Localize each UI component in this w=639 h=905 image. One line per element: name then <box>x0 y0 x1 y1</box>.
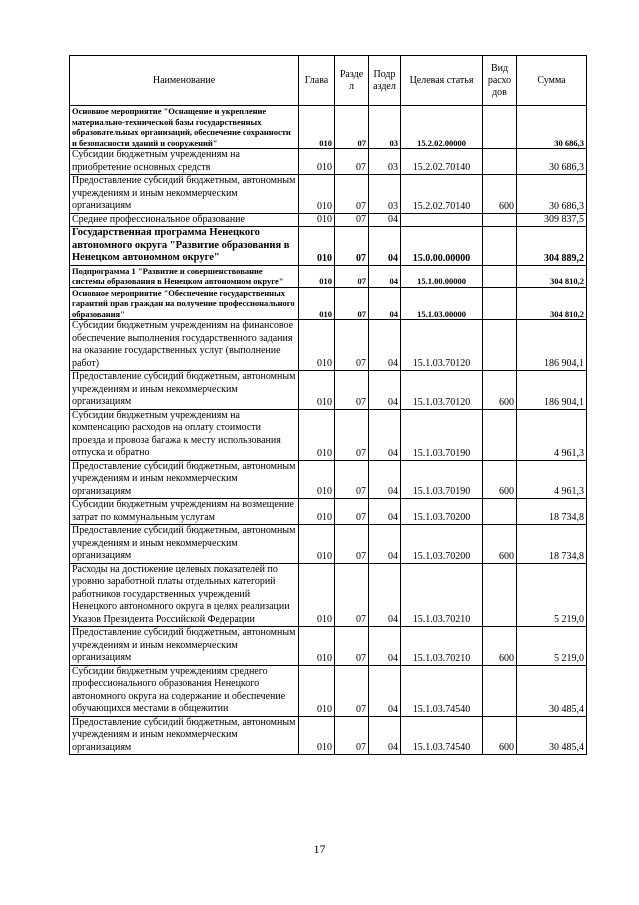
row-subsection: 04 <box>369 499 401 525</box>
row-expense-type <box>483 213 517 227</box>
row-chapter: 010 <box>299 460 335 499</box>
row-target-article: 15.1.03.70200 <box>401 525 483 564</box>
row-expense-type: 600 <box>483 627 517 666</box>
row-amount: 18 734,8 <box>517 499 587 525</box>
row-chapter: 010 <box>299 149 335 175</box>
row-name: Предоставление субсидий бюджетным, автономным учреждениям и иным некоммерческим организациям <box>70 525 299 564</box>
row-chapter: 010 <box>299 409 335 460</box>
row-subsection: 04 <box>369 627 401 666</box>
header-row <box>70 56 587 106</box>
row-chapter: 010 <box>299 716 335 755</box>
row-subsection: 03 <box>369 106 401 149</box>
row-subsection: 04 <box>369 371 401 410</box>
row-subsection: 04 <box>369 563 401 627</box>
row-target-article: 15.1.03.70120 <box>401 320 483 371</box>
row-name: Основное мероприятие "Оснащение и укрепление материально-технической базы государственных образовательных организаций, обеспечение сохранности и безопасности зданий и сооружений" <box>70 106 299 149</box>
row-section: 07 <box>335 716 369 755</box>
row-section: 07 <box>335 563 369 627</box>
row-section: 07 <box>335 149 369 175</box>
row-amount: 304 889,2 <box>517 227 587 266</box>
row-chapter: 010 <box>299 665 335 716</box>
row-chapter: 010 <box>299 175 335 214</box>
row-subsection: 04 <box>369 227 401 266</box>
row-section: 07 <box>335 320 369 371</box>
row-expense-type <box>483 665 517 716</box>
row-expense-type <box>483 320 517 371</box>
row-target-article: 15.1.03.70210 <box>401 627 483 666</box>
row-subsection: 04 <box>369 716 401 755</box>
row-chapter: 010 <box>299 287 335 320</box>
table-row <box>70 371 587 410</box>
row-chapter: 010 <box>299 563 335 627</box>
budget-table <box>69 55 587 755</box>
row-name: Предоставление субсидий бюджетным, автономным учреждениям и иным некоммерческим организациям <box>70 460 299 499</box>
row-subsection: 04 <box>369 460 401 499</box>
row-expense-type <box>483 106 517 149</box>
row-target-article: 15.0.00.00000 <box>401 227 483 266</box>
row-amount: 30 686,3 <box>517 149 587 175</box>
table-row <box>70 149 587 175</box>
row-name: Основное мероприятие "Обеспечение государственных гарантий прав граждан на получение профессионального образования" <box>70 287 299 320</box>
row-amount: 4 961,3 <box>517 460 587 499</box>
row-chapter: 010 <box>299 265 335 287</box>
table-row <box>70 175 587 214</box>
row-name: Предоставление субсидий бюджетным, автономным учреждениям и иным некоммерческим организациям <box>70 175 299 214</box>
row-name: Субсидии бюджетным учреждениям среднего профессионального образования Ненецкого автономного округа на содержание и обеспечение обучающихся местами в общежитии <box>70 665 299 716</box>
row-target-article: 15.1.03.70200 <box>401 499 483 525</box>
row-chapter: 010 <box>299 499 335 525</box>
row-expense-type <box>483 149 517 175</box>
table-row <box>70 716 587 755</box>
row-name: Среднее профессиональное образование <box>70 213 299 227</box>
row-name: Подпрограмма 1 "Развитие и совершенствование системы образования в Ненецком автономном округе" <box>70 265 299 287</box>
row-subsection: 04 <box>369 213 401 227</box>
header-amount: Сумма <box>517 56 587 106</box>
row-target-article: 15.1.00.00000 <box>401 265 483 287</box>
header-name: Наименование <box>70 56 299 106</box>
header-expense-type: Вид расхо дов <box>483 56 517 106</box>
row-target-article: 15.1.03.74540 <box>401 665 483 716</box>
row-section: 07 <box>335 460 369 499</box>
row-target-article: 15.1.03.00000 <box>401 287 483 320</box>
row-target-article: 15.1.03.70120 <box>401 371 483 410</box>
row-chapter: 010 <box>299 371 335 410</box>
row-expense-type: 600 <box>483 525 517 564</box>
row-section: 07 <box>335 227 369 266</box>
row-amount: 18 734,8 <box>517 525 587 564</box>
row-subsection: 04 <box>369 287 401 320</box>
table-row <box>70 499 587 525</box>
header-section: Разде л <box>335 56 369 106</box>
row-amount: 30 485,4 <box>517 665 587 716</box>
row-target-article <box>401 213 483 227</box>
row-subsection: 04 <box>369 525 401 564</box>
row-amount: 304 810,2 <box>517 287 587 320</box>
row-section: 07 <box>335 665 369 716</box>
row-expense-type <box>483 227 517 266</box>
row-amount: 4 961,3 <box>517 409 587 460</box>
row-name: Субсидии бюджетным учреждениям на возмещение затрат по коммунальным услугам <box>70 499 299 525</box>
table-row <box>70 627 587 666</box>
table-row <box>70 563 587 627</box>
row-subsection: 04 <box>369 265 401 287</box>
row-name: Расходы на достижение целевых показателей по уровню заработной платы отдельных категорий работников государственных учреждений Ненецкого автономного округа в целях реализации Указов Президента Российской Федерации <box>70 563 299 627</box>
table-row <box>70 320 587 371</box>
row-amount: 304 810,2 <box>517 265 587 287</box>
row-target-article: 15.2.02.00000 <box>401 106 483 149</box>
row-chapter: 010 <box>299 320 335 371</box>
row-amount: 30 485,4 <box>517 716 587 755</box>
row-expense-type <box>483 265 517 287</box>
row-name: Государственная программа Ненецкого автономного округа "Развитие образования в Ненецком автономном округе" <box>70 227 299 266</box>
row-subsection: 04 <box>369 665 401 716</box>
row-chapter: 010 <box>299 213 335 227</box>
row-name: Предоставление субсидий бюджетным, автономным учреждениям и иным некоммерческим организациям <box>70 627 299 666</box>
row-chapter: 010 <box>299 106 335 149</box>
row-expense-type <box>483 563 517 627</box>
row-target-article: 15.2.02.70140 <box>401 149 483 175</box>
row-target-article: 15.1.03.70190 <box>401 409 483 460</box>
row-section: 07 <box>335 627 369 666</box>
header-subsection: Подр аздел <box>369 56 401 106</box>
row-section: 07 <box>335 265 369 287</box>
table-row <box>70 106 587 149</box>
row-subsection: 03 <box>369 149 401 175</box>
row-expense-type: 600 <box>483 175 517 214</box>
table-row <box>70 460 587 499</box>
header-target-article: Целевая статья <box>401 56 483 106</box>
row-amount: 30 686,3 <box>517 106 587 149</box>
row-expense-type <box>483 499 517 525</box>
row-section: 07 <box>335 409 369 460</box>
header-chapter: Глава <box>299 56 335 106</box>
row-expense-type: 600 <box>483 371 517 410</box>
row-expense-type <box>483 409 517 460</box>
table-row <box>70 409 587 460</box>
row-target-article: 15.1.03.70190 <box>401 460 483 499</box>
row-section: 07 <box>335 525 369 564</box>
row-expense-type <box>483 287 517 320</box>
row-amount: 186 904,1 <box>517 371 587 410</box>
row-section: 07 <box>335 213 369 227</box>
row-target-article: 15.1.03.74540 <box>401 716 483 755</box>
row-amount: 186 904,1 <box>517 320 587 371</box>
page-number: 17 <box>313 842 326 856</box>
row-amount: 309 837,5 <box>517 213 587 227</box>
row-name: Предоставление субсидий бюджетным, автономным учреждениям и иным некоммерческим организациям <box>70 371 299 410</box>
row-chapter: 010 <box>299 525 335 564</box>
table-row <box>70 265 587 287</box>
row-subsection: 03 <box>369 175 401 214</box>
row-chapter: 010 <box>299 627 335 666</box>
row-section: 07 <box>335 371 369 410</box>
row-target-article: 15.2.02.70140 <box>401 175 483 214</box>
table-row <box>70 525 587 564</box>
row-expense-type: 600 <box>483 460 517 499</box>
row-name: Субсидии бюджетным учреждениям на приобретение основных средств <box>70 149 299 175</box>
row-subsection: 04 <box>369 409 401 460</box>
row-name: Предоставление субсидий бюджетным, автономным учреждениям и иным некоммерческим организациям <box>70 716 299 755</box>
row-subsection: 04 <box>369 320 401 371</box>
table-row <box>70 227 587 266</box>
row-amount: 5 219,0 <box>517 627 587 666</box>
row-name: Субсидии бюджетным учреждениям на финансовое обеспечение выполнения государственного задания на оказание государственных услуг (выполнение работ) <box>70 320 299 371</box>
table-row <box>70 213 587 227</box>
row-name: Субсидии бюджетным учреждениям на компенсацию расходов на оплату стоимости проезда и провоза багажа к месту использования отпуска и обратно <box>70 409 299 460</box>
row-chapter: 010 <box>299 227 335 266</box>
row-expense-type: 600 <box>483 716 517 755</box>
table-row <box>70 287 587 320</box>
row-amount: 30 686,3 <box>517 175 587 214</box>
row-section: 07 <box>335 106 369 149</box>
row-section: 07 <box>335 175 369 214</box>
row-target-article: 15.1.03.70210 <box>401 563 483 627</box>
table-row <box>70 665 587 716</box>
row-section: 07 <box>335 287 369 320</box>
row-section: 07 <box>335 499 369 525</box>
row-amount: 5 219,0 <box>517 563 587 627</box>
